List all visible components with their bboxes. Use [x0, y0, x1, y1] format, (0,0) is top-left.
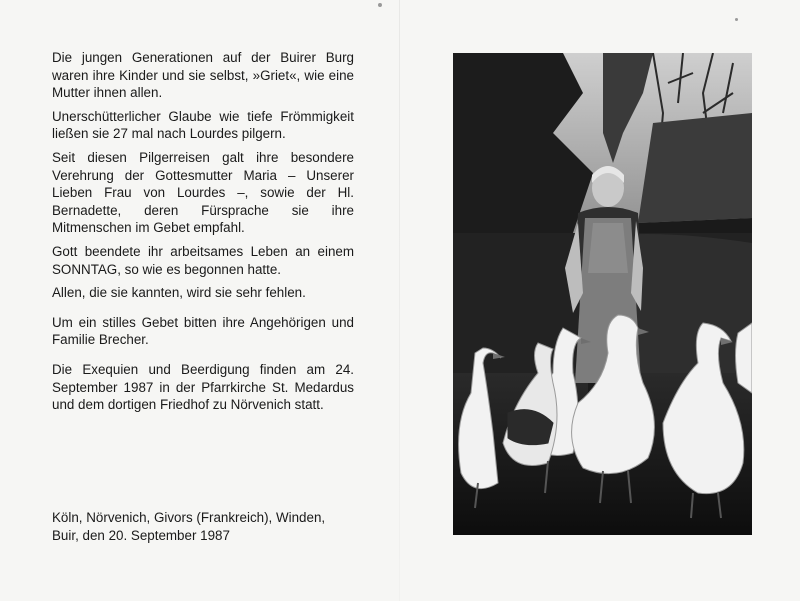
paragraph-pilgrimage: Seit diesen Pilgerreisen galt ihre besondere Verehrung der Gottesmutter Maria – Unserer Lieben Frau von Lourdes –, sowie der Hl. Bernadette, deren Fürsprache sie ihre Mitmenschen im Gebet empfahl. [52, 149, 354, 236]
paper-speck [378, 3, 382, 7]
place-and-date: Köln, Nörvenich, Givors (Frankreich), Winden, Buir, den 20. September 1987 [52, 510, 326, 543]
fold-line [399, 0, 400, 601]
elderly-woman-with-geese-photo [453, 53, 752, 535]
paragraph-prayer: Um ein stilles Gebet bitten ihre Angehörigen und Familie Brecher. [52, 314, 354, 348]
photo-illustration [453, 53, 752, 535]
paragraph-generations: Die jungen Generationen auf der Buirer Burg waren ihre Kinder und sie selbst, »Griet«, wie eine Mutter ihnen allen. [52, 50, 354, 101]
paragraph-faith: Unerschütterlicher Glaube wie tiefe Frömmigkeit ließen sie 27 mal nach Lourdes pilgern. [52, 108, 354, 142]
paragraph-death: Gott beendete ihr arbeitsames Leben an einem SONNTAG, so wie es begonnen hatte. [52, 243, 354, 277]
paper-speck [735, 18, 738, 21]
left-page-text [52, 49, 354, 414]
paragraph-funeral: Die Exequien und Beerdigung finden am 24. September 1987 in der Pfarrkirche St. Medardus und dem dortigen Friedhof zu Nörvenich statt. [52, 361, 354, 413]
paragraph-missed: Allen, die sie kannten, wird sie sehr fehlen. [52, 285, 306, 301]
